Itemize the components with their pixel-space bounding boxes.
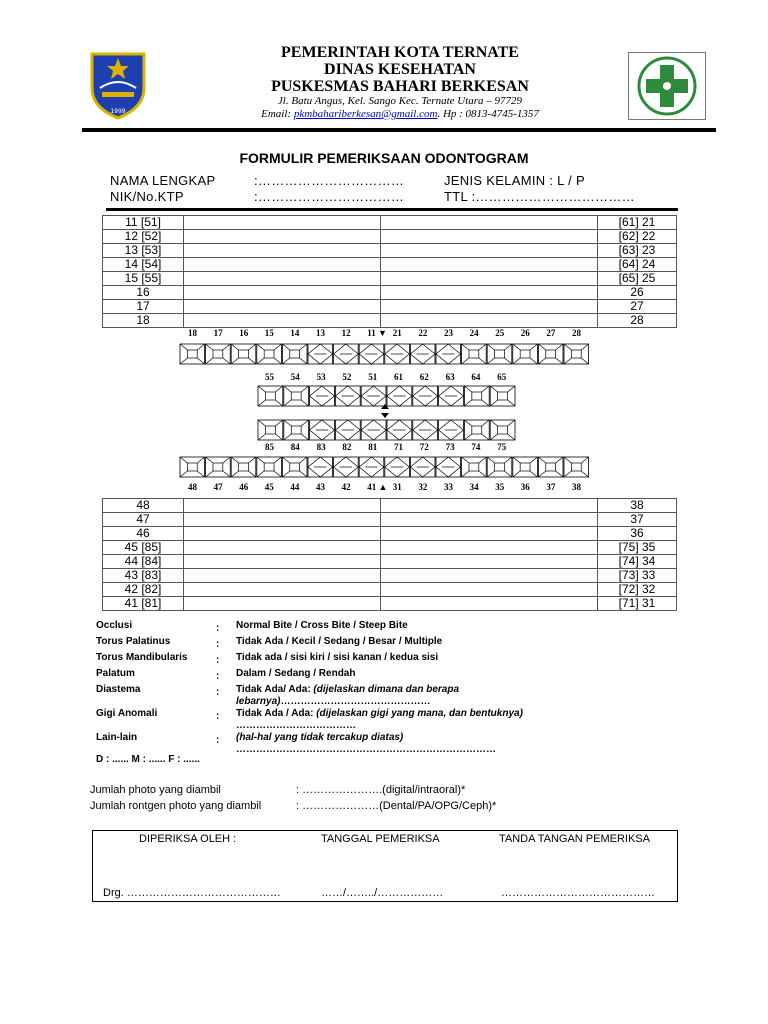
exam-label: Torus Palatinus (96, 636, 171, 647)
photo-count-field[interactable]: : ………………….(digital/intraoral)* (296, 784, 466, 796)
tooth-label-right: [62] 22 (598, 230, 677, 244)
tooth-number: 32 (418, 482, 428, 492)
health-cross-logo (628, 52, 706, 120)
tooth-diagram[interactable] (308, 457, 333, 477)
tooth-diagram[interactable] (284, 386, 309, 406)
tooth-label-left: 42 [82] (103, 583, 184, 597)
signature-box (92, 830, 678, 902)
exam-colon: : (216, 623, 220, 634)
tooth-label-right: 37 (598, 513, 677, 527)
exam-value[interactable]: Dalam / Sedang / Rendah (236, 668, 356, 679)
tooth-diagram[interactable] (410, 457, 435, 477)
tooth-number: 38 (572, 482, 581, 492)
tooth-note-cell[interactable] (184, 314, 381, 328)
tooth-number: 48 (188, 482, 197, 492)
tooth-number: 33 (444, 482, 453, 492)
tooth-diagram[interactable] (436, 457, 461, 477)
letterhead (150, 44, 650, 121)
logo-year: 1999 (110, 108, 126, 115)
city-emblem-logo (82, 48, 154, 120)
lower-teeth-table (102, 498, 677, 611)
tooth-note-cell[interactable] (381, 583, 598, 597)
tooth-number: 65 (497, 372, 507, 382)
tooth-label-left: 11 [51] (103, 216, 184, 230)
lower-permanent-teeth (0, 455, 768, 479)
tooth-diagram[interactable] (180, 457, 205, 477)
tooth-number: 85 (265, 442, 274, 452)
tooth-note-cell[interactable] (184, 555, 381, 569)
tooth-note-cell[interactable] (184, 583, 381, 597)
examiner-header: DIPERIKSA OLEH : (139, 833, 237, 845)
tooth-number: 63 (445, 372, 455, 382)
tooth-number: 83 (316, 442, 326, 452)
tooth-note-cell[interactable] (381, 300, 598, 314)
tooth-label-right: [73] 33 (598, 569, 677, 583)
nik-label: NIK/No.KTP (110, 189, 184, 204)
tooth-number: 12 (341, 328, 351, 338)
midline-arrow-icon (378, 404, 392, 418)
tooth-diagram[interactable] (385, 457, 410, 477)
exam-colon: : (216, 711, 220, 722)
tooth-diagram[interactable] (439, 386, 464, 406)
tooth-number: 51 (368, 372, 378, 382)
tooth-number: 28 (572, 328, 581, 338)
tooth-note-cell[interactable] (184, 597, 381, 611)
tooth-number: 82 (342, 442, 352, 452)
tooth-label-right: [65] 25 (598, 272, 677, 286)
date-field[interactable]: ……/……../……………… (321, 887, 444, 899)
tooth-diagram[interactable] (487, 344, 512, 364)
tooth-note-cell[interactable] (381, 569, 598, 583)
exam-value[interactable]: Normal Bite / Cross Bite / Steep Bite (236, 620, 408, 631)
tooth-diagram[interactable] (284, 420, 309, 440)
tooth-diagram[interactable] (462, 457, 487, 477)
upper-teeth-row (103, 314, 677, 328)
tooth-number: 73 (445, 442, 455, 452)
tooth-note-cell[interactable] (381, 555, 598, 569)
tooth-number: 53 (316, 372, 326, 382)
tooth-diagram[interactable] (513, 457, 538, 477)
dmf-index[interactable]: D : ...... M : ...... F : ...... (96, 754, 200, 765)
tooth-diagram[interactable] (258, 386, 283, 406)
tooth-number: 84 (290, 442, 300, 452)
tooth-label-right: 27 (598, 300, 677, 314)
exam-colon: : (216, 735, 220, 746)
tooth-number: 14 (290, 328, 300, 338)
form-title: FORMULIR PEMERIKSAAN ODONTOGRAM (239, 150, 529, 166)
tooth-number: 18 (188, 328, 197, 338)
exam-colon: : (216, 687, 220, 698)
tooth-diagram[interactable] (308, 344, 333, 364)
lower-teeth-row (103, 583, 677, 597)
tooth-number: 62 (419, 372, 429, 382)
exam-colon: : (216, 655, 220, 666)
tooth-note-cell[interactable] (381, 513, 598, 527)
tooth-number: 54 (290, 372, 300, 382)
tooth-diagram[interactable] (310, 386, 335, 406)
photo-count-label: Jumlah photo yang diambil (90, 784, 221, 796)
tooth-note-cell[interactable] (184, 300, 381, 314)
tooth-note-cell[interactable] (381, 216, 598, 230)
tooth-note-cell[interactable] (184, 513, 381, 527)
examiner-field[interactable]: Drg. …………………………………… (103, 887, 281, 899)
tooth-note-cell[interactable] (381, 258, 598, 272)
upper-permanent-teeth (0, 342, 768, 366)
tooth-number: 75 (497, 442, 507, 452)
tooth-number: 31 (392, 482, 402, 492)
tooth-number: 37 (546, 482, 556, 492)
tooth-diagram[interactable] (490, 386, 515, 406)
tooth-number: 74 (471, 442, 481, 452)
upper-teeth-row (103, 272, 677, 286)
tooth-number: 22 (418, 328, 428, 338)
exam-value[interactable]: (hal-hal yang tidak tercakup diatas) …………………………………………………………………… (236, 732, 496, 755)
tooth-diagram[interactable] (564, 457, 589, 477)
tooth-diagram[interactable] (564, 344, 589, 364)
tooth-diagram[interactable] (335, 386, 360, 406)
tooth-note-cell[interactable] (184, 527, 381, 541)
tooth-number: 47 (213, 482, 223, 492)
tooth-number: 41 ▲ (367, 482, 388, 492)
letterhead-line-2: DINAS KESEHATAN (324, 61, 476, 78)
exam-label: Torus Mandibularis (96, 652, 188, 663)
nik-field[interactable]: :…………………………… (254, 189, 405, 204)
tooth-diagram[interactable] (359, 344, 384, 364)
tooth-diagram[interactable] (436, 344, 461, 364)
phone-text: . Hp : 0813-4745-1357 (437, 108, 539, 120)
tooth-note-cell[interactable] (184, 244, 381, 258)
tooth-number: 64 (471, 372, 481, 382)
tooth-label-left: 16 (103, 286, 184, 300)
gender-field[interactable]: JENIS KELAMIN : L / P (444, 173, 585, 188)
tooth-number: 15 (264, 328, 274, 338)
tooth-diagram[interactable] (487, 457, 512, 477)
tooth-note-cell[interactable] (381, 286, 598, 300)
tooth-label-right: 36 (598, 527, 677, 541)
tooth-label-left: 44 [84] (103, 555, 184, 569)
tooth-diagram[interactable] (538, 344, 563, 364)
exam-colon: : (216, 671, 220, 682)
tooth-number: 16 (239, 328, 249, 338)
tooth-diagram[interactable] (490, 420, 515, 440)
tooth-diagram[interactable] (359, 457, 384, 477)
lower-teeth-row (103, 541, 677, 555)
tooth-diagram[interactable] (231, 344, 256, 364)
tooth-label-right: [64] 24 (598, 258, 677, 272)
tooth-diagram[interactable] (335, 420, 360, 440)
tooth-label-left: 12 [52] (103, 230, 184, 244)
tooth-diagram[interactable] (231, 457, 256, 477)
tooth-number: 25 (495, 328, 505, 338)
exam-label: Palatum (96, 668, 135, 679)
exam-label: Gigi Anomali (96, 708, 158, 719)
tooth-label-right: 26 (598, 286, 677, 300)
tooth-diagram[interactable] (439, 420, 464, 440)
lower-teeth-row (103, 569, 677, 583)
name-field[interactable]: :…………………………… (254, 173, 405, 188)
date-header: TANGGAL PEMERIKSA (321, 833, 440, 845)
tooth-label-left: 47 (103, 513, 184, 527)
exam-label: Lain-lain (96, 732, 138, 743)
tooth-note-cell[interactable] (184, 216, 381, 230)
tooth-number: 43 (316, 482, 325, 492)
tooth-label-right: [74] 34 (598, 555, 677, 569)
upper-teeth-row (103, 300, 677, 314)
identity-rule (106, 208, 678, 211)
tooth-label-left: 18 (103, 314, 184, 328)
lower-teeth-row (103, 527, 677, 541)
tooth-label-left: 15 [55] (103, 272, 184, 286)
tooth-diagram[interactable] (387, 420, 412, 440)
letterhead-address: Jl. Batu Angus, Kel. Sango Kec. Ternate Utara – 97729 (277, 95, 523, 107)
tooth-diagram[interactable] (206, 457, 231, 477)
tooth-note-cell[interactable] (381, 527, 598, 541)
tooth-label-right: 28 (598, 314, 677, 328)
tooth-diagram[interactable] (282, 457, 307, 477)
tooth-number: 55 (265, 372, 274, 382)
tooth-number: 34 (469, 482, 479, 492)
tooth-note-cell[interactable] (184, 230, 381, 244)
tooth-number: 35 (495, 482, 505, 492)
tooth-label-right: [71] 31 (598, 597, 677, 611)
tooth-number: 45 (264, 482, 274, 492)
tooth-label-left: 17 (103, 300, 184, 314)
tooth-number: 24 (469, 328, 479, 338)
tooth-note-cell[interactable] (184, 258, 381, 272)
tooth-diagram[interactable] (282, 344, 307, 364)
tooth-diagram[interactable] (410, 344, 435, 364)
exam-value[interactable]: Tidak Ada/ Ada: (dijelaskan dimana dan berapa lebarnya)……………………………………… (236, 684, 460, 707)
exam-value[interactable]: Tidak Ada / Ada: (dijelaskan gigi yang mana, dan bentuknya) ……………………………… (236, 708, 523, 731)
letterhead-contact (150, 108, 650, 121)
upper-teeth-row (103, 216, 677, 230)
upper-teeth-table (102, 215, 677, 328)
tooth-diagram[interactable] (413, 420, 438, 440)
tooth-number: 71 (394, 442, 403, 452)
tooth-number: 44 (290, 482, 300, 492)
tooth-label-left: 13 [53] (103, 244, 184, 258)
upper-teeth-row (103, 286, 677, 300)
tooth-diagram[interactable] (206, 344, 231, 364)
tooth-label-right: [75] 35 (598, 541, 677, 555)
tooth-number: 11 ▼ (367, 328, 387, 338)
tooth-label-left: 46 (103, 527, 184, 541)
tooth-diagram[interactable] (257, 344, 282, 364)
tooth-number: 46 (239, 482, 249, 492)
tooth-note-cell[interactable] (381, 244, 598, 258)
tooth-note-cell[interactable] (184, 569, 381, 583)
exam-label: Occlusi (96, 620, 133, 631)
tooth-diagram[interactable] (513, 344, 538, 364)
tooth-label-right: 38 (598, 499, 677, 513)
tooth-note-cell[interactable] (184, 541, 381, 555)
exam-colon: : (216, 639, 220, 650)
tooth-diagram[interactable] (385, 344, 410, 364)
tooth-diagram[interactable] (310, 420, 335, 440)
lower-primary-teeth (0, 418, 768, 442)
tooth-number: 27 (546, 328, 556, 338)
tooth-label-left: 14 [54] (103, 258, 184, 272)
tooth-label-right: [61] 21 (598, 216, 677, 230)
tooth-number: 13 (316, 328, 325, 338)
tooth-note-cell[interactable] (184, 286, 381, 300)
tooth-diagram[interactable] (462, 344, 487, 364)
tooth-note-cell[interactable] (381, 499, 598, 513)
tooth-number: 72 (419, 442, 429, 452)
email-label: Email: (261, 108, 292, 120)
lower-teeth-row (103, 499, 677, 513)
letterhead-line-1: PEMERINTAH KOTA TERNATE (281, 44, 519, 61)
tooth-number: 17 (213, 328, 223, 338)
tooth-label-left: 41 [81] (103, 597, 184, 611)
upper-teeth-row (103, 244, 677, 258)
ttl-field[interactable]: TTL :……………………………… (444, 189, 635, 204)
letterhead-rule (82, 128, 716, 132)
lower-teeth-row (103, 597, 677, 611)
tooth-number: 52 (342, 372, 352, 382)
tooth-number: 26 (520, 328, 530, 338)
tooth-label-right: [72] 32 (598, 583, 677, 597)
tooth-diagram[interactable] (538, 457, 563, 477)
tooth-note-cell[interactable] (381, 230, 598, 244)
tooth-diagram[interactable] (334, 344, 359, 364)
tooth-number: 23 (444, 328, 453, 338)
tooth-number: 61 (394, 372, 403, 382)
tooth-diagram[interactable] (258, 420, 283, 440)
tooth-note-cell[interactable] (381, 597, 598, 611)
letterhead-line-3: PUSKESMAS BAHARI BERKESAN (271, 78, 529, 95)
tooth-label-left: 43 [83] (103, 569, 184, 583)
tooth-diagram[interactable] (257, 457, 282, 477)
tooth-diagram[interactable] (413, 386, 438, 406)
signature-header: TANDA TANGAN PEMERIKSA (499, 833, 650, 845)
tooth-note-cell[interactable] (184, 272, 381, 286)
tooth-diagram[interactable] (464, 386, 489, 406)
tooth-label-left: 48 (103, 499, 184, 513)
name-label: NAMA LENGKAP (110, 173, 216, 188)
tooth-diagram[interactable] (464, 420, 489, 440)
lower-teeth-row (103, 513, 677, 527)
tooth-diagram[interactable] (334, 457, 359, 477)
tooth-number: 81 (368, 442, 378, 452)
tooth-number: 21 (392, 328, 402, 338)
tooth-diagram[interactable] (387, 386, 412, 406)
xray-count-label: Jumlah rontgen photo yang diambil (90, 800, 262, 812)
tooth-label-left: 45 [85] (103, 541, 184, 555)
email-link[interactable]: pkmbahariberkesan@gmail.com (293, 108, 438, 120)
exam-label: Diastema (96, 684, 141, 695)
tooth-note-cell[interactable] (381, 272, 598, 286)
tooth-diagram[interactable] (361, 420, 386, 440)
tooth-diagram[interactable] (180, 344, 205, 364)
tooth-diagram[interactable] (361, 386, 386, 406)
tooth-number: 42 (341, 482, 351, 492)
exam-value[interactable]: Tidak Ada / Kecil / Sedang / Besar / Multiple (236, 636, 443, 647)
tooth-number: 36 (520, 482, 530, 492)
tooth-note-cell[interactable] (381, 541, 598, 555)
xray-count-field[interactable]: : …………………(Dental/PA/OPG/Ceph)* (296, 800, 497, 812)
lower-teeth-row (103, 555, 677, 569)
tooth-note-cell[interactable] (381, 314, 598, 328)
tooth-note-cell[interactable] (184, 499, 381, 513)
upper-teeth-row (103, 230, 677, 244)
exam-value[interactable]: Tidak ada / sisi kiri / sisi kanan / kedua sisi (236, 652, 439, 663)
upper-teeth-row (103, 258, 677, 272)
signature-field[interactable]: …………………………………… (501, 887, 655, 899)
tooth-label-right: [63] 23 (598, 244, 677, 258)
